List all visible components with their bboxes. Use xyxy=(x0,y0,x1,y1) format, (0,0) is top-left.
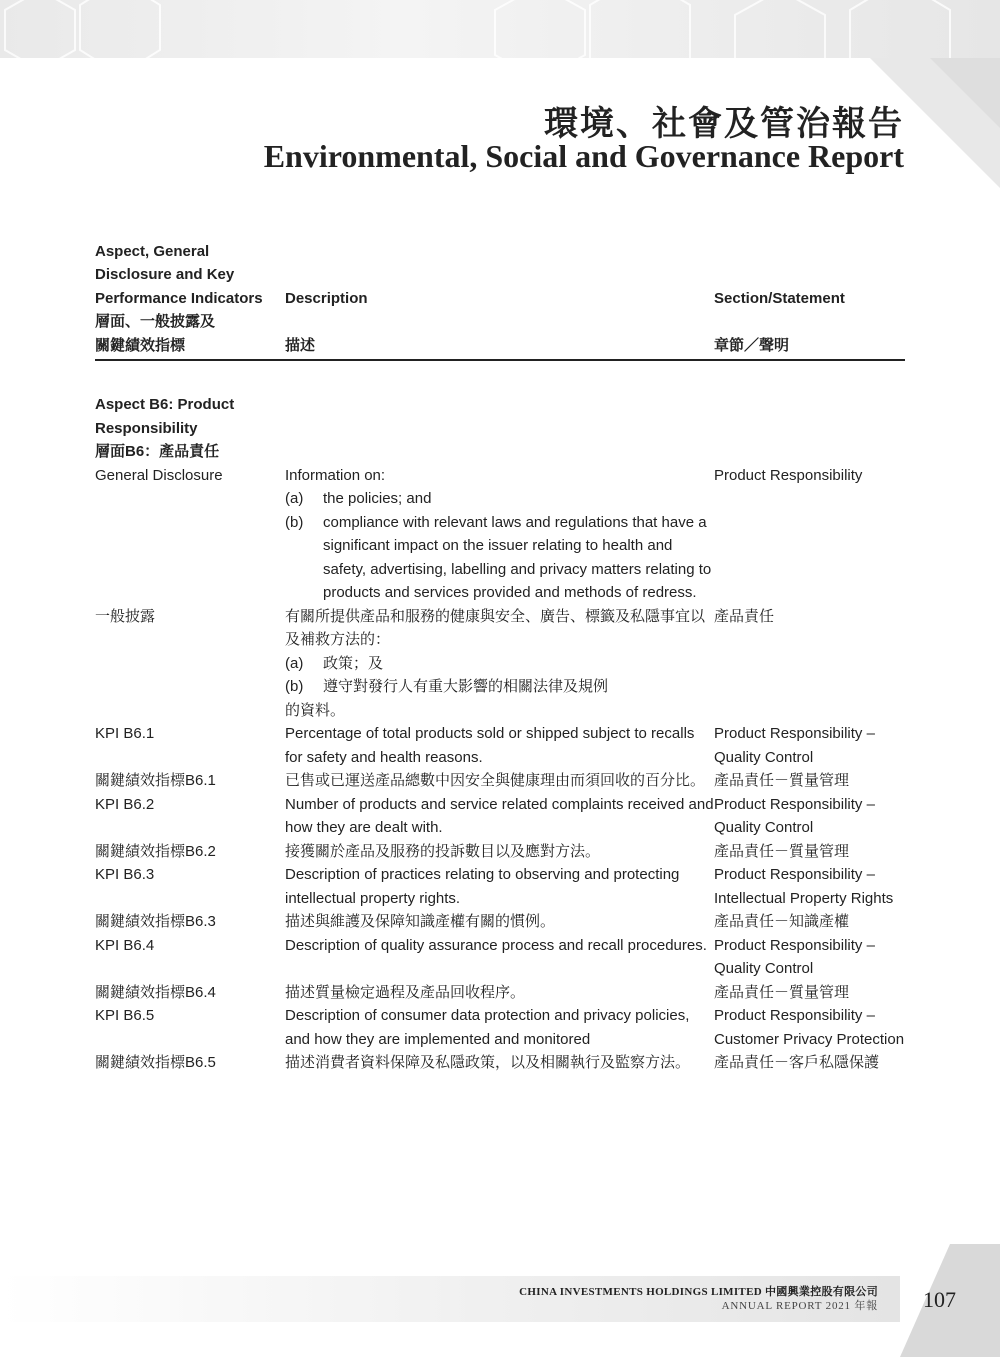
row-description: 已售或已運送產品總數中因安全與健康理由而須回收的百分比。 xyxy=(285,772,706,789)
table-row xyxy=(95,1004,905,1051)
row-section: Product Responsibility xyxy=(714,466,863,484)
table-row xyxy=(95,722,905,769)
row-section: Product Responsibility – Quality Control xyxy=(714,795,875,836)
table-row xyxy=(95,981,905,1005)
column-header-aspect: Aspect, General Disclosure and Key Performance Indicators 層面、一般披露及 關鍵績效指標 xyxy=(95,242,263,354)
table-row xyxy=(95,793,905,840)
row-section: 產品責任－客戶私隱保護 xyxy=(714,1054,880,1071)
row-label: 關鍵績效指標B6.1 xyxy=(95,772,216,789)
row-label: KPI B6.4 xyxy=(95,936,155,954)
list-item: (b) compliance with relevant laws and regulations that have a significant impact on the issuer relating to health and safety, advertising, labelling and privacy matters relating to products and services provided and methods of redress. xyxy=(285,513,712,601)
row-section: 產品責任－質量管理 xyxy=(714,842,850,860)
row-section: Product Responsibility – Quality Control xyxy=(714,936,875,977)
row-section: 產品責任－質量管理 xyxy=(714,772,850,789)
hexagon-pattern-decoration xyxy=(0,0,1000,58)
row-description: Information on: (a) the policies; and (b) compliance with relevant laws and regulations that have a significant impact on the issuer relating to health and safety, advertising, labelling and privacy matters relating to products and services provided and methods of redress. xyxy=(285,464,714,605)
column-header-description: Description 描述 xyxy=(285,289,368,354)
row-description: 描述消費者資料保障及私隱政策，以及相關執行及監察方法。 xyxy=(285,1054,691,1071)
table-row xyxy=(95,769,905,793)
row-description: 描述與維護及保障知識產權有關的慣例。 xyxy=(285,913,556,930)
footer-report-label: ANNUAL REPORT 2021 年報 xyxy=(721,1300,878,1312)
row-section: Product Responsibility – Intellectual Property Rights xyxy=(714,866,894,907)
esg-index-table xyxy=(95,243,905,1075)
row-section: Product Responsibility – Quality Control xyxy=(714,725,875,766)
table-row xyxy=(95,605,905,723)
row-description: Description of practices relating to observing and protecting intellectual property rights. xyxy=(285,866,680,907)
row-description: 有關所提供產品和服務的健康與安全、廣告、標籤及私隱事宜以及補救方法的： (a) 政策；及 (b) 遵守對發行人有重大影響的相關法律及規例 的資料。 xyxy=(285,605,714,723)
row-label: 關鍵績效指標B6.4 xyxy=(95,983,216,1001)
table-row xyxy=(95,840,905,864)
row-description: 描述質量檢定過程及產品回收程序。 xyxy=(285,983,526,1001)
table-row xyxy=(95,910,905,934)
report-title-english: Environmental, Social and Governance Report xyxy=(263,138,904,174)
row-label: KPI B6.1 xyxy=(95,725,155,742)
row-label: 關鍵績效指標B6.5 xyxy=(95,1054,216,1071)
row-label: 一般披露 xyxy=(95,607,156,625)
aspect-title: Aspect B6: Product Responsibility 層面B6：產品責任 xyxy=(95,396,235,460)
row-label: General Disclosure xyxy=(95,466,223,484)
table-row xyxy=(95,863,905,910)
row-section: 產品責任－質量管理 xyxy=(714,983,850,1001)
row-section: 產品責任－知識產權 xyxy=(714,913,850,930)
row-label: 關鍵績效指標B6.3 xyxy=(95,913,216,930)
table-row xyxy=(95,464,905,605)
row-label: KPI B6.5 xyxy=(95,1007,155,1024)
row-section: 產品責任 xyxy=(714,607,775,625)
table-header xyxy=(95,243,905,361)
list-item: (a) the policies; and xyxy=(285,490,432,507)
row-description: 接獲關於產品及服務的投訴數目以及應對方法。 xyxy=(285,842,601,860)
footer-company-info xyxy=(519,1285,878,1313)
report-title-chinese: 環境、社會及管治報告 xyxy=(544,104,904,144)
row-section: Product Responsibility – Customer Privacy Protection xyxy=(714,1007,905,1048)
list-item: (a) 政策；及 xyxy=(285,654,384,672)
row-label: 關鍵績效指標B6.2 xyxy=(95,842,216,860)
list-item: (b) 遵守對發行人有重大影響的相關法律及規例 xyxy=(285,678,609,695)
row-description: Percentage of total products sold or shipped subject to recalls for safety and health reasons. xyxy=(285,725,695,766)
row-label: KPI B6.3 xyxy=(95,866,155,883)
footer-company-name: CHINA INVESTMENTS HOLDINGS LIMITED 中國興業控股有限公司 xyxy=(519,1286,878,1298)
page-number: 107 xyxy=(923,1287,956,1312)
row-description: Description of quality assurance process and recall procedures. xyxy=(285,936,707,954)
table-row xyxy=(95,1051,905,1075)
table-row xyxy=(95,934,905,981)
column-header-section: Section/Statement 章節／聲明 xyxy=(714,289,845,354)
row-description: Description of consumer data protection and privacy policies, and how they are implemented and monitored xyxy=(285,1007,690,1048)
row-label: KPI B6.2 xyxy=(95,795,155,813)
row-description: Number of products and service related complaints received and how they are dealt with. xyxy=(285,795,714,836)
